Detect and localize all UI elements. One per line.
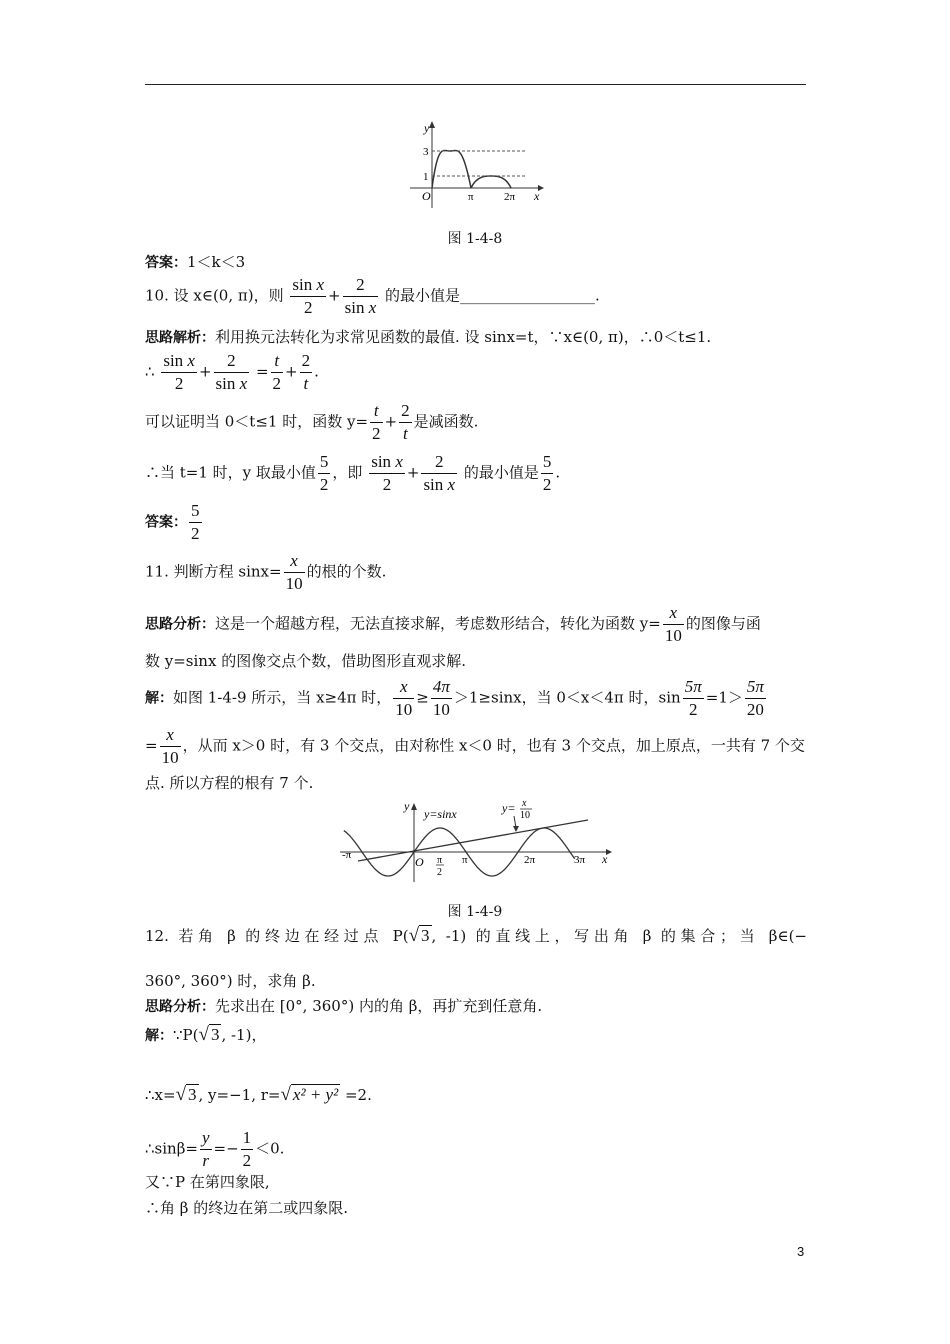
a10-l4-c: 的最小值是 [463,463,539,482]
analysis-12-label: 思路分析： [145,999,215,1015]
a10-l4-b: ，即 [332,463,363,482]
frac-sinx-2: $\frac{\text{sin x}}{2}$ [163,351,195,393]
analysis-10-text: 利用换元法转化为求常见函数的最值. 设 sinx=t，∵x∈(0, π)，∴0＜t≤1. [215,328,712,346]
fig148-tick-pi: π [468,191,474,203]
frac-y-r: $\frac{y}{r}$ [201,1128,210,1170]
a10-l3-post: 是减函数. [413,412,479,431]
fig149-line-label: y= [502,801,516,815]
solution-12-line2: ∴x=√ 3 , y=−1, r=√ x² + y² =2. [145,1084,372,1105]
frac-x-10c: $\frac{x}{10}$ [395,677,413,719]
answer-10 [145,500,204,545]
therefore-symbol: ∴ [145,362,155,381]
fig148-x-label: x [534,189,540,203]
question-12-line2: 360°, 360°) 时，求角 β. [145,972,316,990]
analysis-11-line2: 数 y=sinx 的图像交点个数，借助图形直观求解. [145,652,466,670]
fig148-tick-2pi: 2π [504,191,516,203]
solution-11-line3: 点. 所以方程的根有 7 个. [145,774,314,792]
answer-9-label: 答案： [145,255,187,271]
sqrt-3: 3 [421,926,430,945]
q11-pre: 11. 判断方程 sinx= [145,562,282,581]
question-10: 10. 设 x∈(0, π)，则 $\frac{\text{sin x}}{2}$ + $\frac{2}{\text{sin x}}$ 的最小值是__________________. [145,275,600,317]
fig148-origin: O [422,189,431,203]
question-12-line1 [145,925,807,947]
solution-12-line3: ∴sinβ= $\frac{y}{r}$ =− $\frac{1}{2}$ ＜0. [145,1128,285,1170]
frac-2-sinxc: $\frac{2}{\text{sin x}}$ [423,452,456,494]
analysis-11-label: 思路分析： [145,616,215,633]
header-rule [145,84,806,85]
fig149-tick-negpi: -π [342,849,352,861]
solution-11-line2: = $\frac{x}{10}$ ，从而 x＞0 时，有 3 个交点，由对称性 x＜0 时，也有 3 个交点，加上原点，一共有 7 个交 [145,725,805,767]
frac-t-2: $\frac{t}{2}$ [272,351,282,393]
q10-pre: 10. 设 x∈(0, π)，则 [145,286,284,305]
frac-1-2: $\frac{1}{2}$ [242,1128,252,1170]
page-number: 3 [797,1244,805,1259]
q10-post: 的最小值是 [385,286,461,305]
frac-x-10b: $\frac{x}{10}$ [664,603,682,645]
fig149-origin: O [415,855,424,869]
frac-2-tb: $\frac{2}{t}$ [401,401,410,443]
q11-post: 的根的个数. [306,562,387,581]
fig149-tick-pi2-d: 2 [437,867,442,878]
a10-l3-pre: 可以证明当 0＜t≤1 时，函数 y= [145,412,369,431]
analysis-11-line1 [145,602,761,647]
q10-blank: __________________. [460,286,600,305]
q10-frac-2: $\frac{2}{\text{sin x}}$ [344,275,377,317]
frac-t-2b: $\frac{t}{2}$ [372,401,381,443]
solution-12-line5: ∴角 β 的终边在第二或四象限. [145,1199,348,1217]
fig149-line-label-num: x [522,798,527,809]
a11-l3-c: ＞1≥sinx，当 0＜x＜4π 时，sin [453,688,681,707]
analysis-10-eq: ∴ $\frac{\text{sin x}}{2}$ + $\frac{2}{\text{sin x}}$ = $\frac{t}{2}$ + $\frac{2}{t}$ . [145,351,319,393]
frac-5-2b: $\frac{5}{2}$ [542,452,552,494]
fig149-line-label-den: 10 [520,810,530,821]
frac-x-10: $\frac{x}{10}$ [285,551,303,593]
a11-l1-a: 这是一个超越方程，无法直接求解，考虑数形结合，转化为函数 y= [215,614,661,633]
a10-l4-a: ∴当 t=1 时，y 取最小值 [145,463,316,482]
a11-l3-a: 如图 1-4-9 所示，当 x≥4π 时， [173,688,392,707]
fig148-tick-1: 1 [423,171,429,183]
q12-l1-a: 12. 若角 β 的终边在经过点 P( [145,927,409,945]
solution-12-line4: 又∵P 在第四象限, [145,1173,270,1191]
q12-l1-b: , -1) 的直线上，写出角 β 的集合；当 β∈(− [431,927,807,945]
solution-11-label: 解： [145,690,173,707]
frac-2-t: $\frac{2}{t}$ [301,351,311,393]
frac-2-sinx: $\frac{2}{\text{sin x}}$ [215,351,248,393]
answer-9 [145,251,245,274]
a11-l4-b: ，从而 x＞0 时，有 3 个交点，由对称性 x＜0 时，也有 3 个交点，加上原点，一共有 7 个交 [182,736,805,755]
fig148-tick-3: 3 [423,146,429,158]
solution-11-line1: 解：如图 1-4-9 所示，当 x≥4π 时， $\frac{x}{10}$ ≥ $\frac{4\pi}{10}$ ＞1≥sinx，当 0＜x＜4π 时，sin $\frac{5\pi}{2}$ =1＞ $\frac{5\pi}{20}$ [145,677,764,719]
frac-5-2: $\frac{5}{2}$ [319,452,329,494]
fig148-y-label: y [424,121,430,135]
fig149-tick-2pi: 2π [524,854,536,866]
frac-x-10d: $\frac{x}{10}$ [161,725,179,767]
frac-4pi-10: $\frac{4\pi}{10}$ [432,677,450,719]
analysis-10-line3: 可以证明当 0＜t≤1 时，函数 y= $\frac{t}{2}$ + $\frac{2}{t}$ 是减函数. [145,401,479,443]
analysis-10 [145,326,711,349]
answer-9-text: 1＜k＜3 [187,253,246,271]
analysis-10-line4: ∴当 t=1 时，y 取最小值 $\frac{5}{2}$ ，即 $\frac{\text{sin x}}{2}$ + $\frac{2}{\text{sin x}}$ 的最小值是 $\frac{5}{2}$ . [145,452,561,494]
fig149-x-label: x [602,852,608,866]
figure-1-4-8 [405,118,550,213]
fig149-y-label: y [404,799,410,813]
frac-5pi-20: $\frac{5\pi}{20}$ [746,677,764,719]
fig149-tick-3pi: 3π [574,854,586,866]
solution-12-label: 解： [145,1028,173,1044]
fig149-tick-pi2-n: π [437,855,443,866]
answer-10-label: 答案： [145,514,187,531]
sqrt-symbol: √ [408,925,420,946]
frac-5pi-2: $\frac{5\pi}{2}$ [684,677,702,719]
fig148-caption: 图 1-4-8 [447,231,503,247]
question-11 [145,550,386,595]
solution-12-line1: 解：∵P(√ 3 , -1)， [145,1024,267,1045]
fig149-sin-label: y=sinx [424,807,457,821]
fig149-caption: 图 1-4-9 [447,904,503,920]
analysis-12-text: 先求出在 [0°, 360°) 内的角 β，再扩充到任意角. [215,997,543,1015]
a11-l1-b: 的图像与函 [685,614,761,633]
fig149-tick-pi: π [462,854,468,866]
answer-10-value: $\frac{5}{2}$ [191,501,200,543]
figure-1-4-9 [340,796,615,886]
analysis-12 [145,995,542,1018]
q10-frac-1: $\frac{\text{sin x}}{2}$ [292,275,325,317]
analysis-10-label: 思路解析： [145,330,215,346]
frac-sinx-2c: $\frac{\text{sin x}}{2}$ [371,452,403,494]
